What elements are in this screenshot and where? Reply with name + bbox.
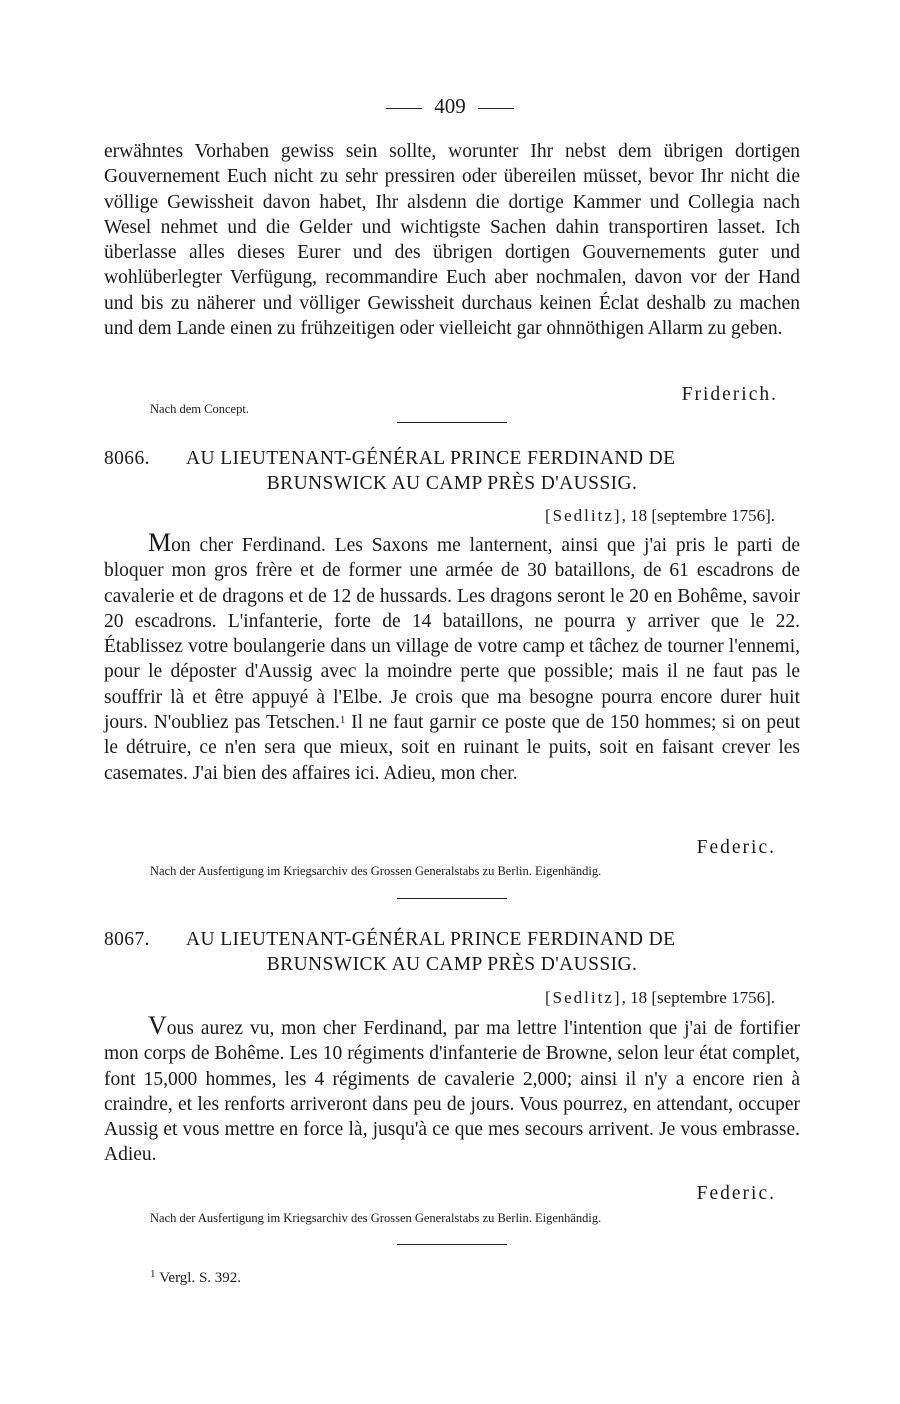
letter-text-part-a: on cher Ferdinand. Les Saxons me lanternent, ainsi que j'ai pris le parti de bloquer mon gros frère et de former une armée de 30 bataillons, de 61 escadrons de cavalerie et de dragons et de 12 de hussards. Les dragons seront le 20 en Bohême, savoir 20 escadrons. L'infanterie, forte de 14 bataillons, ne pourra y arriver que le 22. Établissez votre boulangerie dans un village de votre camp et tâchez de tourner l'ennemi, pour le déposter d'Aussig avec la moindre perte que possible; mais il ne faut pas le souffrir là et être appuyé à l'Elbe. Je crois que ma besogne pourra encore durer huit jours. N'oubliez pas Tetschen.	[104, 535, 800, 734]
letter-signature-8066: Federic.	[696, 837, 776, 858]
letter-heading-line1: AU LIEUTENANT-GÉNÉRAL PRINCE FERDINAND DE	[186, 929, 676, 950]
page-number-dash-left	[386, 108, 422, 109]
continuation-signature: Friderich.	[681, 384, 778, 405]
letter-text-part-b: Il ne faut garnir ce poste que de 150 hommes; si on peut le détruire, ce n'en sera que mieux, soit en ruinant le puits, soit en faisant crever les casemates. J'ai bien des affaires ici. Adieu, mon cher.	[104, 712, 800, 784]
letter-source-8067: Nach der Ausfertigung im Kriegsarchiv des Grossen Generalstabs zu Berlin. Eigenhändig.	[150, 1211, 602, 1225]
letter-heading-line2: BRUNSWICK AU CAMP PRÈS D'AUSSIG.	[266, 473, 638, 494]
letter-date: , 18 [septembre 1756].	[621, 988, 775, 1007]
letter-text-part-a: ous aurez vu, mon cher Ferdinand, par ma lettre l'intention que j'ai de fortifier mon corps de Bohême. Les 10 régiments d'infanterie de Browne, selon leur état complet, font 15,000 hommes, les 4 régiments de cavalerie 2,000; ainsi il n'y a encore rien à craindre, et les renforts arriveront dans peu de jours. Vous pourrez, en attendant, occuper Aussig et vous mettre en force là, jusqu'à ce que mes secours arrivent. Je vous embrasse. Adieu.	[104, 1018, 800, 1166]
footnote	[150, 1268, 241, 1288]
letter-place: [Sedlitz]	[545, 506, 622, 525]
letter-number: 8067.	[104, 929, 150, 950]
section-divider	[397, 898, 507, 899]
section-divider	[397, 1244, 507, 1245]
letter-heading-line1: AU LIEUTENANT-GÉNÉRAL PRINCE FERDINAND DE	[186, 448, 676, 469]
continuation-text: erwähntes Vorhaben gewiss sein sollte, worunter Ihr nebst dem übrigen dortigen Gouvernement Euch nicht zu sehr pressiren oder übereilen müsset, bevor Ihr nicht die völlige Gewissheit davon habet, Ihr alsdenn die dortige Kammer und Collegia nach Wesel nehmet und die Gelder und wichtigste Sachen dahin transportiren lasset. Ich überlasse alles dieses Eurer und des übrigen dortigen Gouvernements guter und wohlüberlegter Verfügung, recommandire Euch aber nochmalen, davon vor der Hand und bis zu näherer und völliger Gewissheit durchaus keinen Éclat deshalb zu machen und dem Lande einen zu frühzeitigen oder vielleicht gar ohnnöthigen Allarm zu geben.	[104, 141, 800, 340]
letter-source-8066: Nach der Ausfertigung im Kriegsarchiv des Grossen Generalstabs zu Berlin. Eigenhändig.	[150, 864, 602, 878]
letter-heading-8066	[104, 446, 800, 496]
letter-text	[104, 1013, 800, 1168]
footnote-reference: 1	[339, 714, 346, 727]
footnote-mark: 1	[150, 1268, 156, 1280]
page-number-value: 409	[434, 94, 466, 118]
continuation-source: Nach dem Concept.	[150, 402, 249, 416]
letter-initial: V	[148, 1011, 167, 1040]
page-number-dash-right	[478, 108, 514, 109]
letter-signature-8067: Federic.	[696, 1183, 776, 1204]
letter-heading-8067	[104, 927, 800, 977]
letter-place: [Sedlitz]	[545, 988, 622, 1007]
letter-date: , 18 [septembre 1756].	[621, 506, 775, 525]
letter-dateline-8067	[545, 987, 775, 1009]
letter-dateline-8066	[545, 505, 775, 527]
letter-initial: M	[148, 528, 172, 557]
letter-body-8067	[104, 1013, 800, 1168]
letter-heading-line2: BRUNSWICK AU CAMP PRÈS D'AUSSIG.	[266, 954, 638, 975]
page-number	[0, 94, 900, 118]
footnote-text: Vergl. S. 392.	[159, 1270, 242, 1286]
section-divider	[397, 422, 507, 423]
letter-text	[104, 530, 800, 786]
continuation-block	[104, 139, 800, 341]
letter-body-8066	[104, 530, 800, 786]
letter-number: 8066.	[104, 448, 150, 469]
